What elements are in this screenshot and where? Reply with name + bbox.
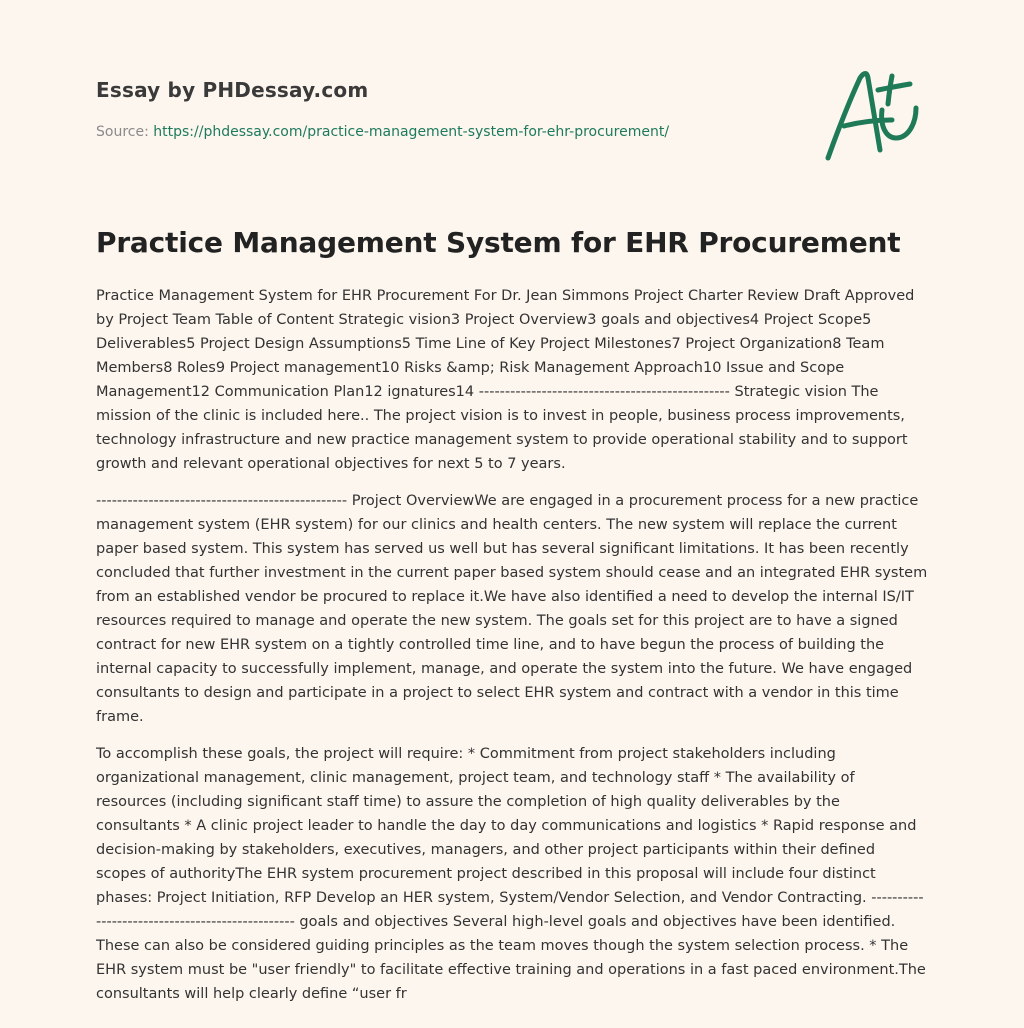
a-plus-logo-icon	[824, 68, 928, 164]
article-paragraph: To accomplish these goals, the project will require: * Commitment from project stakeholders including organizational management, clinic management, project team, and technology staff * The availability of resources (including significant staff time) to assure the completion of high quality deliverables by the consultants * A clinic project leader to handle the day to day communications and logistics * Rapid response and decision-making by stakeholders, executives, managers, and other project participants within their defined scopes of authorityThe EHR system procurement project described in this proposal will include four distinct phases: Project Initiation, RFP Develop an HER system, System/Vendor Selection, and Vendor Contracting. ------------------------------------------------ goals and objectives Several high-level goals and objectives have been identified. These can also be considered guiding principles as the team moves though the system selection process. * The EHR system must be "user friendly" to facilitate effective training and operations in a fast paced environment.The consultants will help clearly define “user fr	[96, 746, 926, 1002]
article-body	[96, 284, 928, 1016]
source-line	[96, 124, 669, 140]
article-title: Practice Management System for EHR Procurement	[96, 226, 901, 259]
source-label: Source:	[96, 124, 154, 140]
page-header	[96, 0, 928, 190]
article-paragraph: Practice Management System for EHR Procurement For Dr. Jean Simmons Project Charter Review Draft Approved by Project Team Table of Content Strategic vision3 Project Overview3 goals and objectives4 Project Scope5 Deliverables5 Project Design Assumptions5 Time Line of Key Project Milestones7 Project Organization8 Team Members8 Roles9 Project management10 Risks &amp; Risk Management Approach10 Issue and Scope Management12 Communication Plan12 ignatures14 ------------------------------------------------ Strategic vision The mission of the clinic is included here.. The project vision is to invest in people, business process improvements, technology infrastructure and new practice management system to provide operational stability and to support growth and relevant operational objectives for next 5 to 7 years.	[96, 288, 915, 472]
brand-title: Essay by PHDessay.com	[96, 78, 369, 102]
source-link[interactable]: https://phdessay.com/practice-management-system-for-ehr-procurement/	[153, 124, 670, 140]
article-paragraph: ------------------------------------------------ Project OverviewWe are engaged in a procurement process for a new practice management system (EHR system) for our clinics and health centers. The new system will replace the current paper based system. This system has served us well but has several significant limitations. It has been recently concluded that further investment in the current paper based system should cease and an integrated EHR system from an established vendor be procured to replace it.We have also identified a need to develop the internal IS/IT resources required to manage and operate the new system. The goals set for this project are to have a signed contract for new EHR system on a tightly controlled time line, and to have begun the process of building the internal capacity to successfully implement, manage, and operate the system into the future. We have engaged consultants to design and participate in a project to select EHR system and contract with a vendor in this time frame.	[96, 493, 928, 725]
